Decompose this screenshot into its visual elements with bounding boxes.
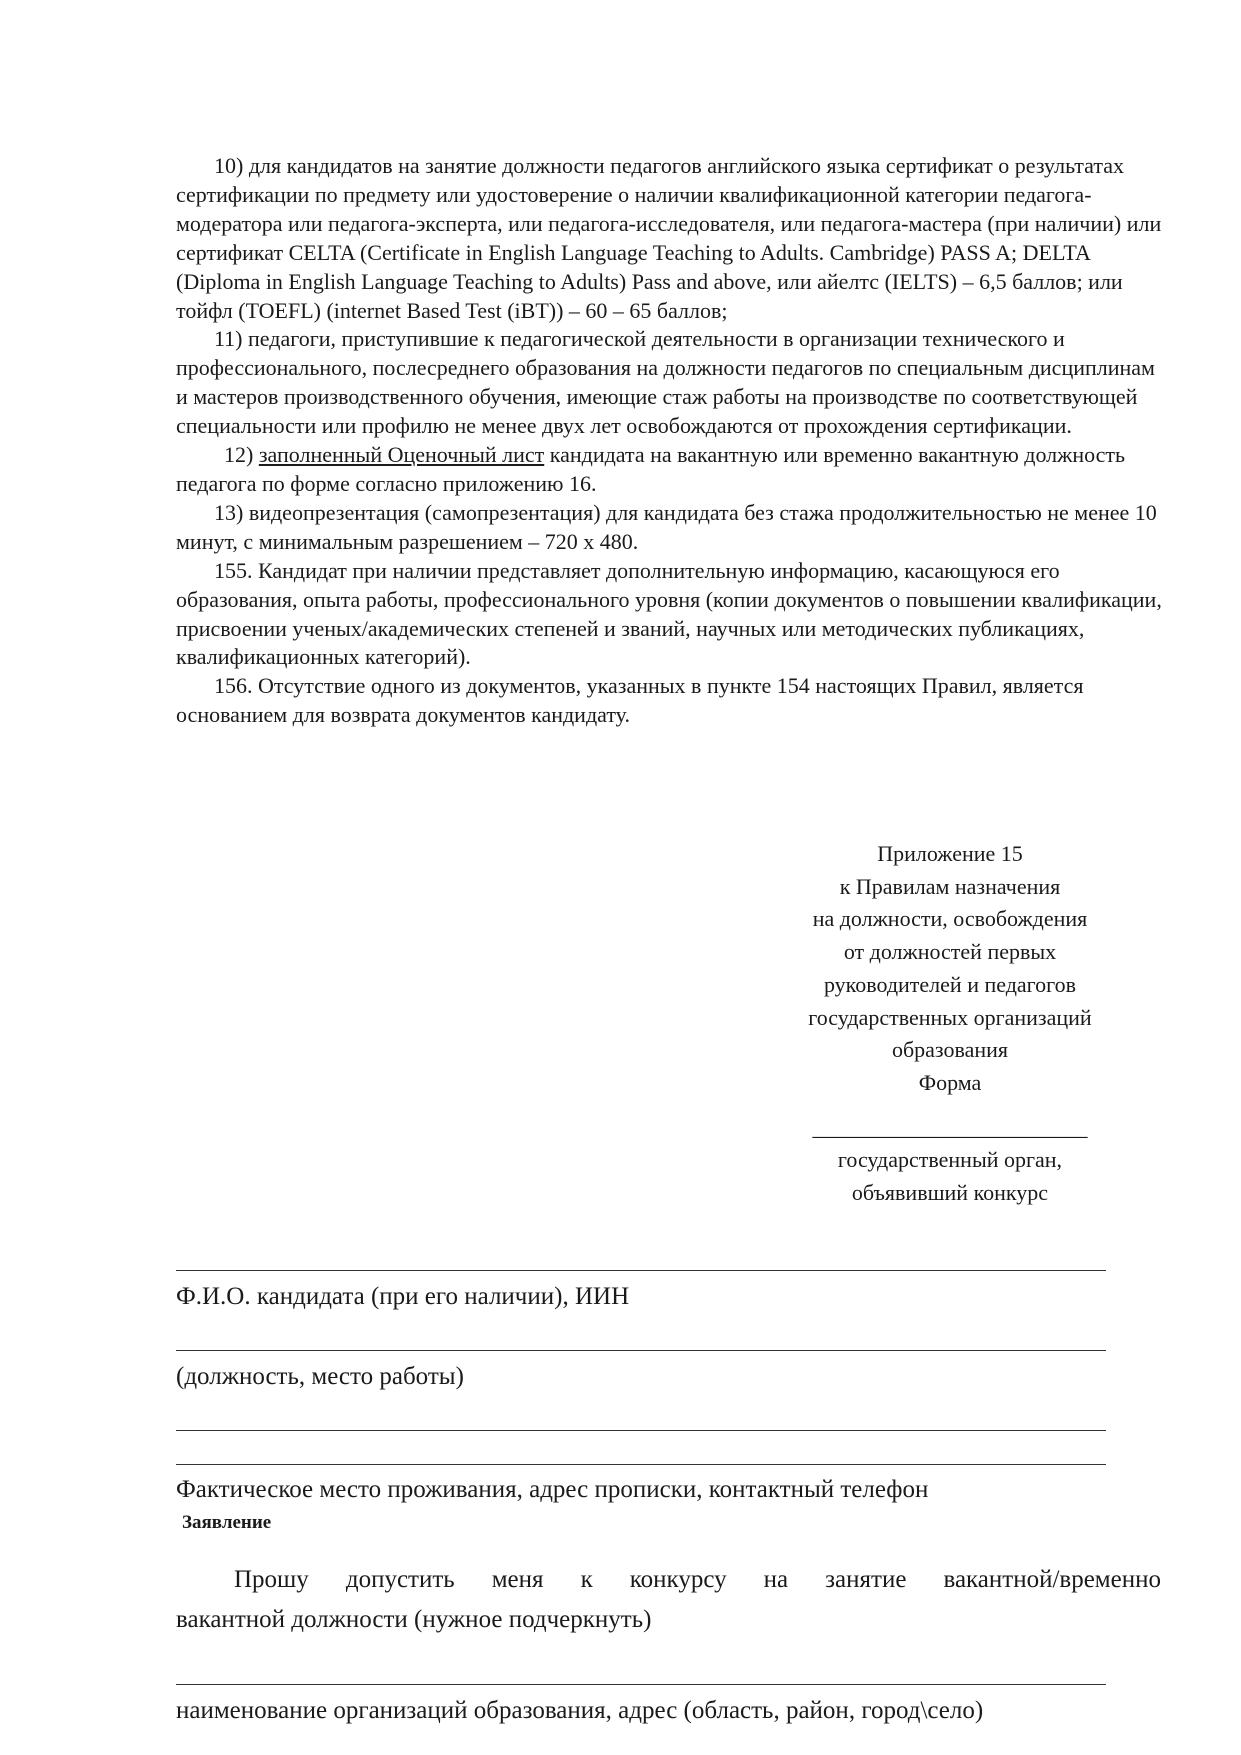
- appendix-line: от должностей первых: [843, 939, 1057, 965]
- authority-blank-line: _________________________: [812, 1114, 1088, 1140]
- organization-label: наименование организаций образования, адрес (область, район, город\село): [176, 1697, 984, 1724]
- statement-heading: Заявление: [182, 1512, 272, 1533]
- paragraph-155: 155. Кандидат при наличии представляет дополнительную информацию, касающуюся его образования, опыта работы, профессионального уровня (копии документов о повышении квалификации, присвоении ученых/академических степеней и званий, научных или методических публикациях, квалификационных категорий).: [176, 557, 1162, 670]
- appendix-line: руководителей и педагогов: [823, 971, 1077, 997]
- position-fill-line: [176, 1350, 1106, 1351]
- fio-fill-line: [176, 1270, 1106, 1271]
- organization-fill-line: [176, 1684, 1106, 1685]
- paragraph-156: 156. Отсутствие одного из документов, указанных в пункте 154 настоящих Правил, является основанием для возврата документов кандидату.: [176, 673, 1084, 728]
- appendix-line: Приложение 15: [877, 841, 1023, 866]
- request-line-1: Прошу допустить меня к конкурсу на занятие вакантной/временно: [234, 1566, 1161, 1593]
- paragraph-10: 10) для кандидатов на занятие должности педагогов английского языка сертификат о результатах сертификации по предмету или удостоверение о наличии квалификационной категории педагога-модератора или педагога-эксперта, или педагога-исследователя, или педагога-мастера (при наличии) или сертификат CELTA (Certificate in English Language Teaching to Adults. Cambridge) PASS A; DELTA (Diploma in English Language Teaching to Adults) Pass and above, или айелтс (IELTS) – 6,5 баллов; или тойфл (TOEFL) (internet Based Test (iBT)) – 60 – 65 баллов;: [176, 153, 1162, 323]
- rules-text: [176, 152, 1166, 730]
- appendix-line: государственных организаций: [808, 1004, 1092, 1030]
- paragraph-12-rest: кандидата на вакантную или временно вакантную должность педагога по форме согласно приложению 16.: [176, 442, 1126, 496]
- appendix-header: [760, 838, 1140, 1210]
- appendix-line: образования: [891, 1037, 1009, 1063]
- statement-request: [176, 1560, 1161, 1640]
- paragraph-13: 13) видеопрезентация (самопрезентация) для кандидата без стажа продолжительностью не менее 10 минут, с минимальным разрешением – 720 x 480.: [176, 499, 1157, 554]
- authority-caption-2: объявивший конкурс: [851, 1180, 1049, 1206]
- appendix-line: на должности, освобождения: [812, 906, 1088, 932]
- form-label: Форма: [918, 1069, 982, 1095]
- paragraph-11: 11) педагоги, приступившие к педагогической деятельности в организации технического и профессионального, послесреднего образования на должности педагогов по специальным дисциплинам и мастеров производственного обучения, имеющие стаж работы на производстве по соответствующей специальности или профилю не менее двух лет освобождаются от прохождения сертификации.: [176, 326, 1155, 439]
- fio-label: Ф.И.О. кандидата (при его наличии), ИИН: [176, 1283, 630, 1310]
- request-line-2: вакантной должности (нужное подчеркнуть): [176, 1606, 652, 1633]
- address-fill-line-2: [176, 1464, 1106, 1465]
- evaluation-sheet-link[interactable]: заполненный Оценочный лист: [258, 442, 545, 468]
- address-label: Фактическое место проживания, адрес прописки, контактный телефон: [176, 1476, 929, 1503]
- position-label: (должность, место работы): [176, 1363, 464, 1390]
- paragraph-12: [176, 441, 1166, 499]
- address-fill-line-1: [176, 1430, 1106, 1431]
- appendix-line: к Правилам назначения: [839, 873, 1061, 899]
- paragraph-12-prefix: 12): [224, 442, 259, 468]
- authority-caption-1: государственный орган,: [837, 1147, 1063, 1173]
